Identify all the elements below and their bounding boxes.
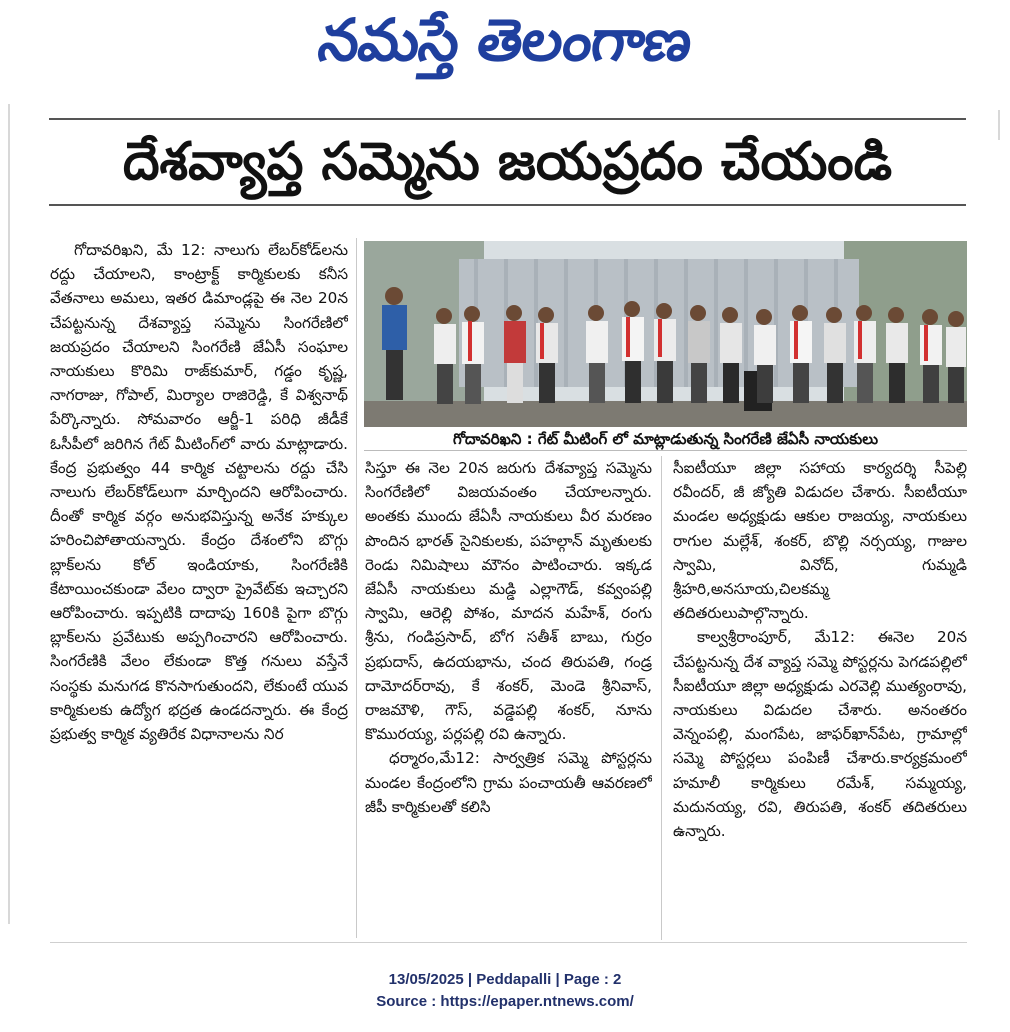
article-column-3 <box>673 456 967 940</box>
column-divider <box>356 238 357 938</box>
article-headline: దేశవ్యాప్త సమ్మెను జయప్రదం చేయండి <box>122 132 893 192</box>
page-edge-rule-right <box>998 110 1000 140</box>
photo-illustration <box>364 241 967 427</box>
photo-caption: గోదావరిఖని : గేట్ మీటింగ్ లో మాట్లాడుతున్న సింగరేణి జేఏసీ నాయకులు <box>364 427 967 451</box>
bottom-rule <box>50 942 967 943</box>
footer-date-edition: 13/05/2025 | Peddapalli | Page : 2 <box>388 971 622 988</box>
page-edge-rule <box>8 104 10 924</box>
article-paragraph: కాల్వశ్రీరాంపూర్, మే12: ఈనెల 20న చేపట్టనున్న దేశ వ్యాప్త సమ్మె పోస్టర్లను పెగడపల్లిలో సీఐటీయూ జిల్లా అధ్యక్షుడు ఎరవెల్లి ముత్యంరావు, నాయకులు విడుదల చేశారు. అనంతరం వెన్నంపల్లి, మంగపేట, జాఫర్‌ఖాన్‌పేట, గ్రామాల్లో సమ్మె పోస్టర్లలు పంపిణీ చేశారు.కార్యక్రమంలో హమాలీ కార్మికులు రమేశ్, సమ్మయ్య, మదునయ్య, రవి, తిరుపతి, శంకర్ తదితరులు ఉన్నారు. <box>673 628 967 841</box>
article-column-2 <box>365 456 652 940</box>
news-photo <box>364 241 967 427</box>
article-paragraph: ధర్మారం,మే12: సార్వత్రిక సమ్మె పోస్టర్లను మండల కేంద్రంలోని గ్రామ పంచాయతీ ఆవరణలో జీపీ కార్మికులతో కలిసి <box>365 749 652 816</box>
footer-source-link[interactable]: Source : https://epaper.ntnews.com/ <box>376 993 634 1010</box>
newspaper-masthead: నమస్తే తెలంగాణ <box>314 6 696 74</box>
article-paragraph: సీఐటీయూ జిల్లా సహాయ కార్యదర్శి సీపెల్లి రవీందర్, జీ జ్యోతి విడుదల చేశారు. సీఐటీయూ మండల అధ్యక్షుడు ఆకుల రాజయ్య, నాయకులు రాగుల మల్లేశ్, శంకర్, బొల్లి నర్సయ్య, గాజుల స్వామి, వినోద్, గుమ్మడి శ్రీహరి,అనసూయ,చిలకమ్మ తదితరులుపాల్గొన్నారు. <box>673 459 967 623</box>
article-column-1 <box>50 238 348 938</box>
article-paragraph: సిస్తూ ఈ నెల 20న జరుగు దేశవ్యాప్త సమ్మెను సింగరేణిలో విజయవంతం చేయాలన్నారు. అంతకు ముందు జేఏసీ నాయకులు వీర మరణం పొందిన భారత్ సైనికులకు, పహల్గాన్ మృతులకు రెండు నిమిషాలు మౌనం పాటించారు. ఇక్కడ జేఏసీ నాయకులు మడ్డి ఎల్లాగౌడ్, కవ్వంపల్లి స్వామి, ఆరెల్లి పోశం, మాదన మహేశ్, రంగు శ్రీను, గండిప్రసాద్, బోగ సతీశ్ బాబు, గుర్రం ప్రభుదాస్, ఉదయభాను, చంద తిరుపతి, గండ్ర దామోదర్‌రావు, కే శంకర్, మెండె శ్రీనివాస్, రాజమౌళి, గౌస్, వడ్డెపల్లి శంకర్, నూను కొమురయ్య, పర్లపల్లి రవి ఉన్నారు. <box>365 459 652 744</box>
column-divider <box>661 456 662 940</box>
article-paragraph: గోదావరిఖని, మే 12: నాలుగు లేబర్‌కోడ్‌లను రద్దు చేయాలని, కాంట్రాక్ట్ కార్మికులకు కనీస వేతనాలు అమలు, ఇతర డిమాండ్లపై ఈ నెల 20న చేపట్టనున్న దేశవ్యాప్త సమ్మెను సింగరేణిలో జయప్రదం చేయాలని సింగరేణి జేఏసీ సంఘాల నాయకులు కొరిమి రాజ్‌కుమార్, గడ్డం కృష్ణ, నాగరాజు, గోపాల్, మిర్యాల రాజిరెడ్డి, కే విశ్వనాథ్ పేర్కొన్నారు. సోమవారం ఆర్జీ-1 పరిధి జీడీకే ఓసీపీలో జరిగిన గేట్ మీటింగ్‌లో వారు మాట్లాడారు. కేంద్ర ప్రభుత్వం 44 కార్మిక చట్టాలను రద్దు చేసి నాలుగు లేబర్‌కోడ్‌లుగా మార్చిందని ఆరోపించారు. దీంతో కార్మిక వర్గం అనుభవిస్తున్న అనేక హక్కుల హరించిపోతాయన్నారు. కేంద్రం దేశంలోని బొగ్గు బ్లాక్‌లను కోల్ ఇండియాకు, సింగరేణికి కేటాయించకుండా వేలం ద్వారా ప్రైవేట్‌కు ఇచ్చారని ఆరోపించారు. ఇప్పటికి దాదాపు 160కి పైగా బొగ్గు బ్లాక్‌లను ప్రవేటుకు అప్పగించారని ఆరోపించారు. సింగరేణికి వేలం లేకుండా కొత్త గనులు వస్తేనే సంస్థకు మనుగడ కొనసాగుతుందని, లేకుంటే యువ కార్మికులకు ఉద్యోగ భద్రత ఉండదన్నారు. ఈ కేంద్ర ప్రభుత్వ కార్మిక వ్యతిరేక విధానాలను నిర <box>50 241 348 744</box>
